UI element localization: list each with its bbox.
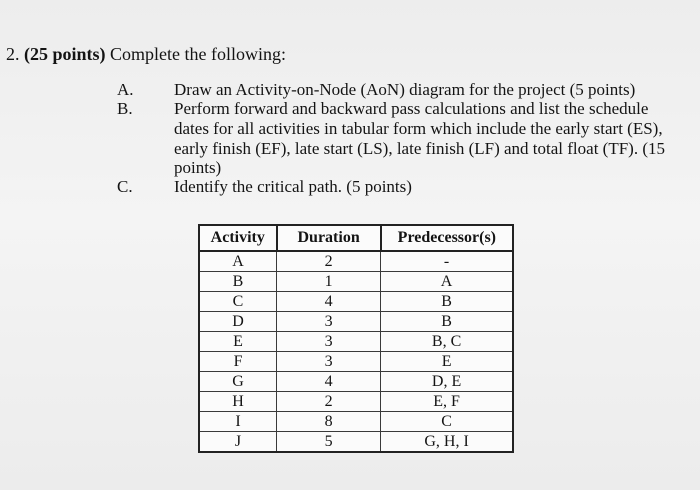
header-activity: Activity xyxy=(199,225,277,251)
item-a-letter: A. xyxy=(117,80,134,99)
cell-activity: D xyxy=(199,312,277,332)
question-prompt: Complete the following: xyxy=(110,44,286,64)
item-c-letter: C. xyxy=(117,177,133,196)
item-b-text xyxy=(174,99,674,178)
table-row xyxy=(199,412,513,432)
item-c-line: Identify the critical path. (5 points) xyxy=(174,177,412,196)
item-b-line: early finish (EF), late start (LS), late finish (LF) and total float (TF). (15 xyxy=(174,138,665,158)
cell-duration: 3 xyxy=(277,352,381,372)
cell-predecessors: E xyxy=(381,352,513,372)
cell-activity: F xyxy=(199,352,277,372)
table-row xyxy=(199,251,513,272)
cell-predecessors: B, C xyxy=(381,332,513,352)
cell-duration: 2 xyxy=(277,392,381,412)
cell-duration: 5 xyxy=(277,432,381,453)
table-row xyxy=(199,432,513,453)
cell-activity: A xyxy=(199,251,277,272)
item-b-line: dates for all activities in tabular form which include the early start (ES), xyxy=(174,118,663,138)
cell-activity: I xyxy=(199,412,277,432)
table-row xyxy=(199,392,513,412)
cell-predecessors: G, H, I xyxy=(381,432,513,453)
question-heading xyxy=(6,44,286,65)
table-row xyxy=(199,372,513,392)
item-c-text xyxy=(174,177,674,197)
item-a-text xyxy=(174,80,674,100)
table-row xyxy=(199,312,513,332)
header-duration: Duration xyxy=(277,225,381,251)
cell-predecessors: A xyxy=(381,272,513,292)
cell-duration: 2 xyxy=(277,251,381,272)
cell-activity: J xyxy=(199,432,277,453)
cell-predecessors: D, E xyxy=(381,372,513,392)
question-points: (25 points) xyxy=(24,44,106,64)
header-predecessors: Predecessor(s) xyxy=(381,225,513,251)
table-row xyxy=(199,292,513,312)
item-b-letter: B. xyxy=(117,99,133,118)
cell-duration: 3 xyxy=(277,312,381,332)
cell-activity: G xyxy=(199,372,277,392)
cell-duration: 1 xyxy=(277,272,381,292)
cell-duration: 8 xyxy=(277,412,381,432)
item-b-line: points) xyxy=(174,158,222,178)
cell-predecessors: - xyxy=(381,251,513,272)
activity-table xyxy=(198,224,514,453)
cell-activity: E xyxy=(199,332,277,352)
cell-predecessors: B xyxy=(381,292,513,312)
cell-duration: 3 xyxy=(277,332,381,352)
question-number: 2. xyxy=(6,44,20,64)
cell-predecessors: B xyxy=(381,312,513,332)
cell-predecessors: E, F xyxy=(381,392,513,412)
cell-predecessors: C xyxy=(381,412,513,432)
item-b-line: Perform forward and backward pass calculations and list the schedule xyxy=(174,99,649,118)
cell-activity: B xyxy=(199,272,277,292)
cell-activity: C xyxy=(199,292,277,312)
cell-activity: H xyxy=(199,392,277,412)
table-row xyxy=(199,272,513,292)
cell-duration: 4 xyxy=(277,372,381,392)
cell-duration: 4 xyxy=(277,292,381,312)
table-header-row xyxy=(199,225,513,251)
item-a-line: Draw an Activity-on-Node (AoN) diagram for the project (5 points) xyxy=(174,80,636,99)
table-row xyxy=(199,332,513,352)
table-row xyxy=(199,352,513,372)
